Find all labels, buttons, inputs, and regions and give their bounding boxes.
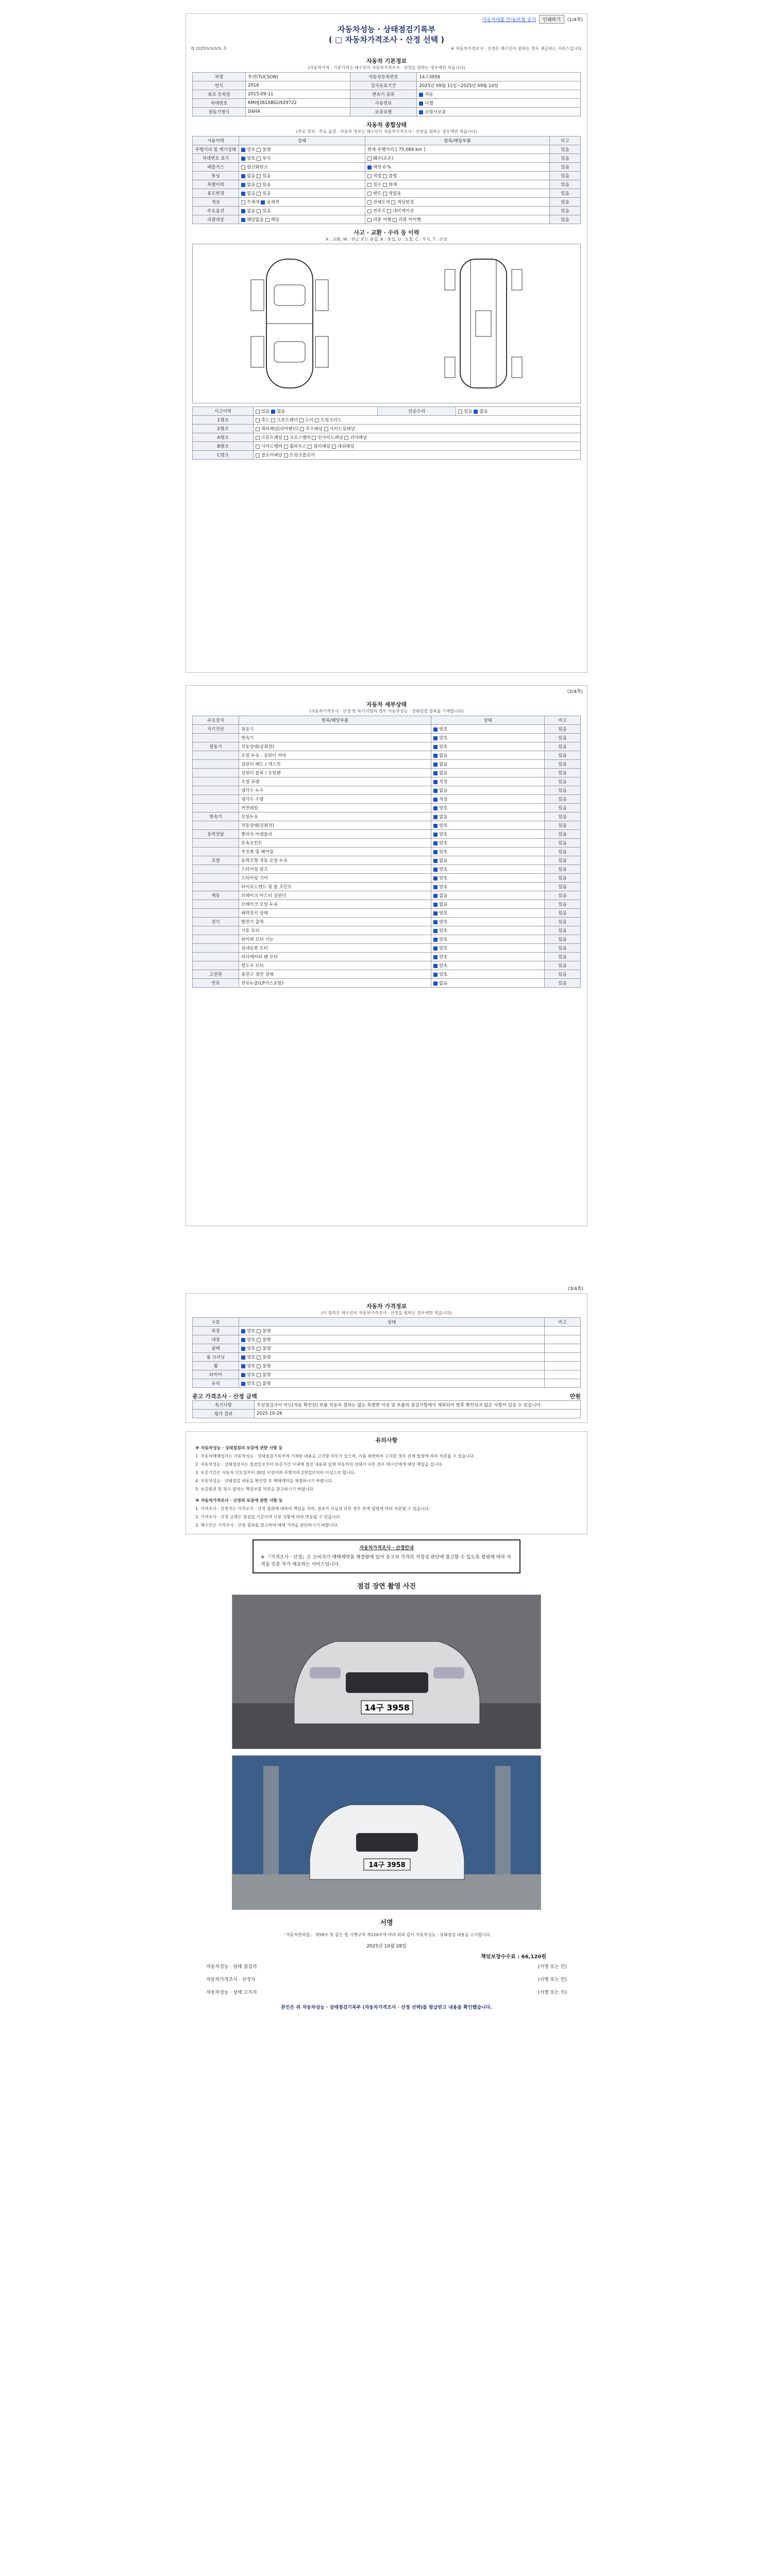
sign-date: 2025년 10월 28일: [366, 1944, 407, 1949]
price-label: 중고 가격조사 · 산정 금액: [192, 1393, 257, 1400]
detail-row: 오일 유량 적정 있음: [193, 777, 581, 786]
detail-row: 윈도우 모터 양호 있음: [193, 961, 581, 970]
detail-row: 추진축 및 베어링 양호 있음: [193, 848, 581, 856]
page-number: (1/4쪽): [567, 17, 583, 23]
detail-row: 등속조인트 양호 있음: [193, 839, 581, 848]
detail-table: 주요장치 항목/해당부품 상태 비고 자기진단 원동기 양호 있음 변속기 양호 있음 원동기 작동상태(공회전) 양호 있음 오일 누유 · 실린더 커버 없음 있음 실린더 헤드 / 개스킷 없음 있음 실린더 블록 / 오일팬 없음 있음 오일 유량 적정 있음 냉각수 누수 없음 있음 냉각수 수량 적정 있음 커먼레일 양호 있음 변속기 오일누유 없음 있음 작동상태(공회전) 양호 있음 동력전달 클러치 어셈블리 양호 있음 등속조인트 양호 있음 추진축 및 베어링 양호 있음 조향 동력조향 작동 오일 누유 없음 있음 스티어링 펌프 양호 있음 스티어링 기어 양호 있음 타이로드엔드 및 볼 조인트 양호 있음 제동 브레이크 마스터 실린더 없음 있음 브레이크 오일 누유 없음 있음 배력장치 상태 양호 있음 전기 발전기 출력 양호 있음 시동 모터 양호 있음 와이퍼 모터 기능 양호 있음 실내송풍 모터 양호 있음 라디에이터 팬 모터 양호 있음 윈도우 모터 양호 있음 고전원 충전구 절연 상태 양호 있음 연료 연료누출(LP가스포함) 없음 있음: [192, 716, 581, 988]
status-table: 사용이력 상태 항목/해당부품 비고 주행거리 및 계기상태 양호 불량 현재 주행거리 [ 75,069 km ] 있음 차대번호 표기 양호 부식 훼손(오손) 있음 배출가스 일산화탄소 매연 0 % 있음 튜닝 없음 있음 적법 불법 있음 특별이력 없음 있음 침수 화재 있음 용도변경 없음 있음 렌트 영업용 있음 색상 무채색 유채색 전체도색 색상변경 있음 주요옵션 없음 있음 썬루프 네비게이션 있음 리콜대상 해당없음 해당 리콜 이행 리콜 미이행 있음: [192, 136, 581, 224]
detail-row: 고전원 충전구 절연 상태 양호 있음: [193, 970, 581, 979]
detail-row: 실린더 블록 / 오일팬 없음 있음: [193, 769, 581, 777]
detail-row: 조향 동력조향 작동 오일 누유 없음 있음: [193, 856, 581, 865]
detail-row: 와이퍼 모터 기능 양호 있음: [193, 935, 581, 944]
sign-text: 「자동차관리법」 제58조 및 같은 법 시행규칙 제120조에 따라 위와 같이 자동차성능 · 상태점검 내용을 고지합니다.: [281, 1933, 492, 1937]
detail-row: 변속기 양호 있음: [193, 734, 581, 742]
special-table: 특기사항 무상점검사이 아닌(자동 확인된) 부품 자동차 결과는 없는 특별한 이상 및 부품의 점검사항에서 제외되어 향후 확인되지 않은 사항이 있을 수 있습니다. 평가 결과 2025-10-28: [192, 1400, 581, 1418]
page-2: (2/4쪽) 자동차 세부상태 (자동차가격조사 · 산정 및 특기사항의 경우 자동차성능 · 상태점검 결과를 기재합니다) 주요장치 항목/해당부품 상태 비고 자기진단 원동기 양호 있음 변속기 양호 있음 원동기 작동상태(공회전) 양호 있음 오일 누유 · 실린더 커버 없음 있음 실린더 헤드 / 개스킷 없음 있음 실린더 블록 / 오일팬 없음 있음 오일 유량 적정 있음 냉각수 누수 없음 있음 냉각수 수량 적정 있음 커먼레일 양호 있음 변속기 오일누유 없음 있음 작동상태(공회전) 양호 있음 동력전달 클러치 어셈블리 양호 있음 등속조인트 양호 있음 추진축 및 베어링 양호 있음 조향 동력조향 작동 오일 누유 없음 있음 스티어링 펌프 양호 있음 스티어링 기어 양호 있음 타이로드엔드 및 볼 조인트 양호 있음 제동 브레이크 마스터 실린더 없음 있음 브레이크 오일 누유 없음 있음 배력장치 상태 양호 있음 전기 발전기 출력 양호 있음 시동 모터 양호 있음 와이퍼 모터 기능 양호 있음 실내송풍 모터 양호 있음 라디에이터 팬 모터 양호 있음 윈도우 모터 양호 있음 고전원 충전구 절연 상태 양호 있음 연료 연료누출(LP가스포함) 없음 있음: [186, 685, 587, 1226]
doc-subtitle: ( □ 자동차가격조사 · 산정 선택 ): [328, 35, 445, 44]
doc-title: 자동차성능 · 상태점검기록부: [337, 25, 436, 34]
repair-table: 사고이력 있음 없음 단순수리 있음 없음 1랭크 후드 프론트펜더 도어 트렁크리드 2랭크 쿼터패널(리어펜더) 루프패널 사이드실패널 A랭크 프론트패널 크로스멤버 인사이드패널 리어패널 B랭크 사이드멤버 휠하우스 필러패널 대쉬패널 C랭크 플로어패널 트렁크플로어: [192, 406, 581, 460]
detail-row: 배력장치 상태 양호 있음: [193, 909, 581, 918]
price-notice-box: 자동차가격조사 · 산정안내 ※ 『가격조사 · 산정』은 소비자가 매매계약을 체결함에 있어 중고차 가격의 적정성 판단에 참고할 수 있도록 법령에 따라 자격을 갖춘 자가 제공하는 서비스입니다.: [253, 1539, 520, 1573]
accident-heading: 사고 · 교환 · 수리 등 이력: [354, 229, 419, 236]
car-lift-photo: [232, 1755, 541, 1910]
sign-heading: 서명: [380, 1919, 393, 1927]
basic-heading: 자동차 기본정보: [366, 58, 407, 64]
detail-row: 타이로드엔드 및 볼 조인트 양호 있음: [193, 883, 581, 891]
footer-text: 본인은 위 자동차성능 · 상태점검기록부 (자동차가격조사 · 산정 선택)를 발급받고 내용을 확인했습니다.: [281, 2005, 492, 2010]
photos-heading: 점검 장면 촬영 사진: [357, 1583, 416, 1590]
detail-row: 브레이크 오일 누유 없음 있음: [193, 900, 581, 909]
car-top-left-icon: [246, 249, 333, 398]
plate-text: 14구 3958: [364, 1703, 410, 1713]
price-heading: 자동차 가격정보: [366, 1303, 407, 1310]
detail-row: 전기 발전기 출력 양호 있음: [193, 918, 581, 926]
status-note: (주요 장치 · 주요 옵션 · 자동차 정보는 매수인이 자동차가격조사 · 산정을 원하는 경우에만 적습니다): [296, 129, 477, 134]
detail-row: 원동기 작동상태(공회전) 양호 있음: [193, 742, 581, 751]
detail-row: 자기진단 원동기 양호 있음: [193, 725, 581, 734]
detail-row: 오일 누유 · 실린더 커버 없음 있음: [193, 751, 581, 760]
detail-row: 제동 브레이크 마스터 실린더 없음 있음: [193, 891, 581, 900]
legal-heading-2: ※ 자동차가격조사 · 산정의 보증에 관한 사항 등: [195, 1498, 283, 1503]
detail-row: 실내송풍 모터 양호 있음: [193, 944, 581, 953]
detail-note: (자동차가격조사 · 산정 및 특기사항의 경우 자동차성능 · 상태점검 결과를 기재합니다): [309, 709, 464, 714]
detail-row: 실린더 헤드 / 개스킷 없음 있음: [193, 760, 581, 769]
detail-row: 연료 연료누출(LP가스포함) 없음 있음: [193, 979, 581, 988]
doc-notice: ※ 자동차가격조사 · 산정은 매수인이 원하는 경우 제공하는 서비스입니다.: [450, 46, 583, 51]
detail-row: 작동상태(공회전) 양호 있음: [193, 821, 581, 830]
basic-info-table: 차명 투싼(TUCSON) 자동차등록번호 14구3958 연식 2016 검사유효기간 2025년 09월 11일~2025년 09월 10일 최초 등록일 2015-09-11 변속기 종류 자동 차대번호 KMHJ381ABGU929722 사용연료 디젤 원동기형식 D4HA 보증유형 보험사보증: [192, 72, 581, 116]
detail-row: 냉각수 누수 없음 있음: [193, 786, 581, 795]
price-note: (이 항목은 매수인이 자동차가격조사 · 산정을 원하는 경우에만 적습니다): [321, 1311, 452, 1315]
price-table: 구분 상태 비고 외장 양호 불량 내장 양호 불량 광택 양호 불량 룸 크리닝 양호 불량 휠 양호 불량 타이어 양호 불량 유리 양호 불량: [192, 1317, 581, 1388]
detail-row: 스티어링 펌프 양호 있음: [193, 865, 581, 874]
svg-text:14구 3958: 14구 3958: [368, 1861, 406, 1869]
detail-row: 라디에이터 팬 모터 양호 있음: [193, 953, 581, 961]
doc-number: 제 2025%%%% 호: [190, 46, 227, 51]
car-diagram: [192, 244, 581, 403]
car-front-photo: [232, 1595, 541, 1749]
notice-link[interactable]: 자동차대출 안내/보험 공지: [482, 17, 536, 23]
page-3: (3/4쪽) 자동차 가격정보 (이 항목은 매수인이 자동차가격조사 · 산정을 원하는 경우에만 적습니다) 구분 상태 비고 외장 양호 불량 내장 양호 불량 광택 양호 불량 룸 크리닝 양호 불량 휠 양호 불량 타이어 양호 불량 유리 양호 불량 중고 가격조사 · 산정 금액 만원 특기사항 무상점검사이 아닌(자동 확인된) 부품 자동차 결과는 없는 특별한 이상 및 부품의 점검사항에서 제외되어 향후 확인되지 않은 사항이 있을 수 있습니다. 평가 결과 2025-10-28 유의사항 ※ 자동차성능 · 상태점검의 보증에 관한 사항 등 1. 자동차매매업자는 자동차성능 · 상태점검기록부에 기재된 내용을 고지할 의무가 있으며, 이를 위반하여 고지한 경우 관계 법령에 따라 처분될 수 있습니다. 2. 자동차성능 · 상태점검자는 점검일로부터 보증기간 이내에 점검 내용과 실제 자동차의 상태가 다른 경우 매수인에게 배상 책임을 집니다. 3. 보증기간은 자동차 인도일부터 30일 이상이며 주행거리 2천킬로미터 이상으로 합니다. 4. 자동차성능 · 상태점검 내용을 확인한 후 매매계약을 체결하시기 바랍니다. 5. 보증범위 및 청구 절차는 책임보험 약관을 참고하시기 바랍니다. ※ 자동차가격조사 · 산정의 보증에 관한 사항 등 1. 가격조사 · 산정자는 가격조사 · 산정 결과에 대하여 책임을 지며, 결과가 사실과 다른 경우 관계 법령에 따라 처분될 수 있습니다. 2. 가격조사 · 산정 금액은 점검일 기준이며 시장 상황에 따라 변동될 수 있습니다. 3. 매수인은 가격조사 · 산정 결과를 참고하여 매매 가격을 판단하시기 바랍니다. 자동차가격조사 · 산정안내 ※ 『가격조사 · 산정』은 소비자가 매매계약을 체결함에 있어 중고차 가격의 적정성 판단에 참고할 수 있도록 법령에 따라 자격을 갖춘 자가 제공하는 서비스입니다. 점검 장면 촬영 사진 14구 3958 14구 3958 서명 「자동차관리법」 제58조 및 같은 법 시행규칙 제120조에 따라 위와 같이 자동차성능 · 상태점검 내용을 고지합니다. 2025년 10월 28일 책임보장수수료 : 66,120원 자동차성능 · 상태 점검자 (서명 또는 인) 자동차가격조사 · 산정자 (서명 또는 인) 자동차성능 · 상태 고지자 (서명 또는 인) 본인은 위 자동차성능 · 상태점검기록부 (자동차가격조사 · 산정 선택)를 발급받고 내용을 확인했습니다.: [186, 1283, 587, 2545]
page-1: [186, 13, 587, 673]
detail-row: 시동 모터 양호 있음: [193, 926, 581, 935]
legal-heading-1: ※ 자동차성능 · 상태점검의 보증에 관한 사항 등: [195, 1446, 283, 1450]
fee-value: 책임보장수수료 : 66,120원: [481, 1954, 546, 1960]
detail-row: 변속기 오일누유 없음 있음: [193, 812, 581, 821]
detail-row: 스티어링 기어 양호 있음: [193, 874, 581, 883]
detail-row: 동력전달 클러치 어셈블리 양호 있음: [193, 830, 581, 839]
detail-row: 커먼레일 양호 있음: [193, 804, 581, 812]
detail-heading: 자동차 세부상태: [366, 701, 407, 708]
status-heading: 자동차 종합상태: [366, 122, 407, 128]
print-button[interactable]: 인쇄하기: [539, 15, 564, 24]
detail-row: 냉각수 수량 적정 있음: [193, 795, 581, 804]
mileage-value: 75,069 km: [398, 147, 423, 152]
accident-legend: X : 교환, W : 판금 또는 용접, A : 흠집, U : 요철, C : 부식, T : 손상: [325, 237, 448, 242]
car-frame-icon: [440, 249, 527, 398]
basic-note: (자동차가격 · 기본가격은 매수인이 자동차가격조사 · 산정을 원하는 경우에만 적습니다): [308, 65, 465, 70]
